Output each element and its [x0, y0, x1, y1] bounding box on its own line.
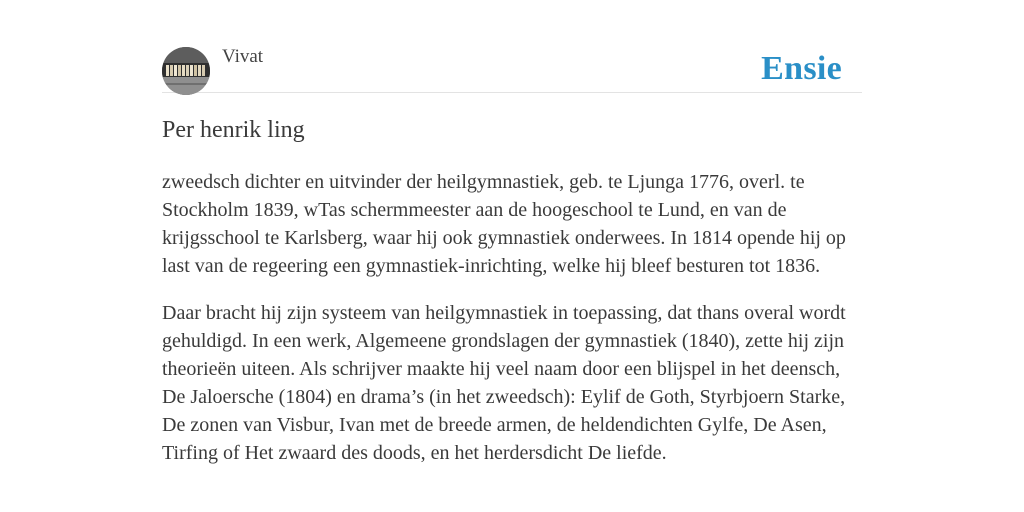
site-logo[interactable]: Ensie — [761, 50, 842, 87]
avatar[interactable] — [162, 47, 210, 95]
article-header — [162, 0, 862, 93]
article-paragraph: Daar bracht hij zijn systeem van heilgymnastiek in toepassing, dat thans overal wordt gehuldigd. In een werk, Algemeene grondslagen der gymnastiek (1840), zette hij zijn theorieën uiteen. Als schrijver maakte hij veel naam door een blijspel in het deensch, De Jaloersche (1804) en drama’s (in het zweedsch): Eylif de Goth, Styrbjoern Starke, De zonen van Visbur, Ivan met de breede armen, de heldendichten Gylfe, De Asen, Tirfing of Het zwaard des doods, en het herdersdicht De liefde. — [162, 302, 846, 464]
article-paragraph: zweedsch dichter en uitvinder der heilgymnastiek, geb. te Ljunga 1776, overl. te Stockholm 1839, wTas schermmeester aan de hoogeschool te Lund, en van de krijgsschool te Karlsberg, waar hij ook gymnastiek onderwees. In 1814 opende hij op last van de regeering een gymnastiek-inrichting, welke hij bleef besturen tot 1836. — [162, 171, 846, 277]
article-page — [162, 0, 862, 467]
author-name[interactable]: Vivat — [222, 46, 264, 67]
bookshelf-avatar-image — [162, 47, 210, 95]
article-title: Per henrik ling — [162, 117, 305, 143]
